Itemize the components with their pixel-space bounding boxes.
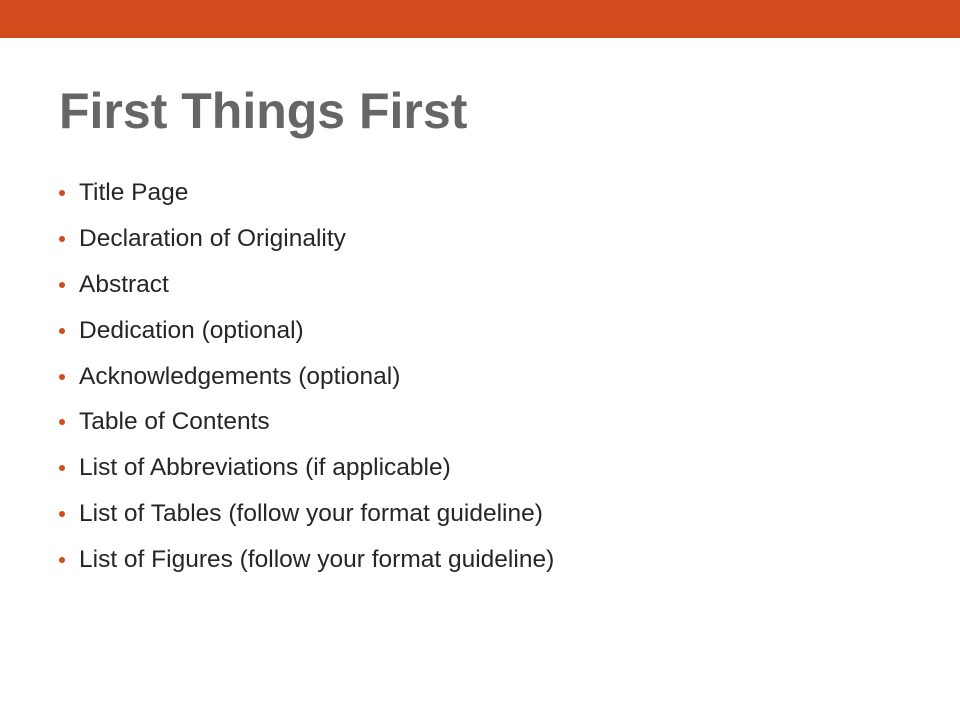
bullet-item: [59, 308, 554, 354]
bullet-dot-icon: [59, 511, 65, 517]
slide-title: First Things First: [59, 83, 468, 139]
bullet-text: List of Tables (follow your format guideline): [79, 500, 543, 528]
bullet-dot-icon: [59, 236, 65, 242]
bullet-item: [59, 537, 554, 583]
bullet-dot-icon: [59, 557, 65, 563]
bullet-dot-icon: [59, 282, 65, 288]
bullet-dot-icon: [59, 374, 65, 380]
bullet-dot-icon: [59, 465, 65, 471]
bullet-text: Abstract: [79, 270, 169, 298]
bullet-text: Declaration of Originality: [79, 224, 346, 252]
bullet-item: [59, 399, 554, 445]
bullet-text: List of Figures (follow your format guideline): [79, 546, 555, 574]
bullet-item: [59, 354, 554, 400]
bullet-dot-icon: [59, 190, 65, 196]
bullet-dot-icon: [59, 328, 65, 334]
bullet-item: [59, 216, 554, 262]
bullet-list: [59, 170, 554, 583]
bullet-item: [59, 491, 554, 537]
accent-top-bar: [0, 0, 960, 38]
bullet-item: [59, 262, 554, 308]
bullet-text: Title Page: [79, 179, 189, 206]
bullet-item: [59, 445, 554, 491]
bullet-text: Acknowledgements (optional): [79, 362, 401, 390]
bullet-text: Dedication (optional): [79, 316, 304, 344]
bullet-text: List of Abbreviations (if applicable): [79, 454, 451, 482]
bullet-item: [59, 170, 554, 216]
bullet-text: Table of Contents: [79, 408, 270, 436]
bullet-dot-icon: [59, 419, 65, 425]
